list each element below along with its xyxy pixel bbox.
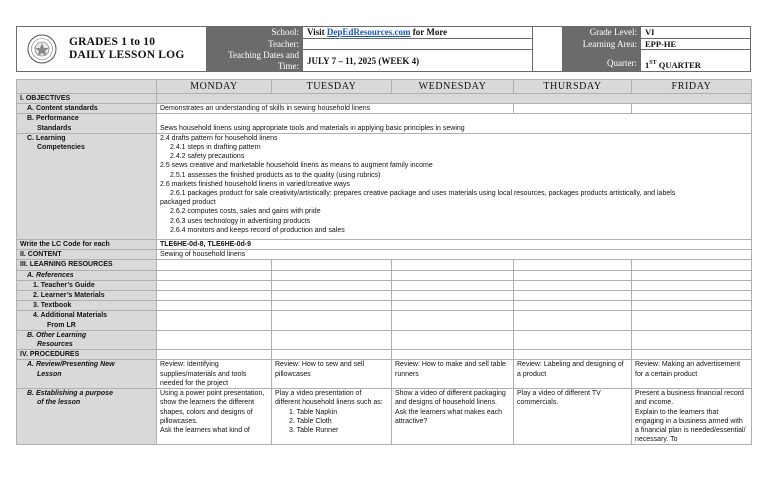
lc-code-row [17,240,752,250]
learning-area-value: EPP-HE [641,39,750,51]
empty-cell [514,270,632,280]
learners-materials-row [17,291,752,301]
empty-cell [272,260,392,270]
content-standards-row [17,104,752,114]
header-gap [533,27,563,71]
empty-cell [157,260,272,270]
comp-line: 2.6.2 computes costs, sales and gains with pride [170,208,321,216]
content-standards-value: Demonstrates an understanding of skills in sewing household linens [157,104,514,114]
perf-label-line1: B. Performance [27,115,79,123]
header-right-values [641,27,750,71]
day-monday: MONDAY [157,80,272,94]
other-line2: Resources [37,341,73,349]
am-line2: From LR [47,321,76,329]
label-quarter: Quarter: [607,58,637,68]
empty-cell [272,291,392,301]
review-friday: Review: Making an advertisement for a certain product [632,360,752,389]
content-standards-label: A. Content standards [17,104,157,114]
empty-cell [272,301,392,311]
teachers-guide-row [17,280,752,290]
procedures-row [17,350,752,360]
empty-cell [632,291,752,301]
lesson-log-header [16,26,751,72]
empty-cell [392,291,514,301]
textbook-row [17,301,752,311]
content-standards-thu [514,104,632,114]
empty-cell [392,311,514,330]
header-right-labels [563,27,641,71]
empty-cell [272,280,392,290]
title-line-1: GRADES 1 to 10 [69,35,156,48]
purpose-label-line2: of the lesson [37,399,81,407]
linens-list [275,408,388,436]
other-line1: B. Other Learning [27,331,87,339]
procedures-label: IV. PROCEDURES [17,350,157,360]
review-label-line1: A. Review/Presenting New [27,361,115,369]
purpose-friday-text: Present a business financial record and income. [635,390,744,407]
performance-standards-row [17,114,752,133]
empty-cell [392,260,514,270]
grade-level-value: VI [641,27,750,39]
corner-cell [17,80,157,94]
references-row [17,270,752,280]
empty-cell [157,301,272,311]
comp-line: 2.6 markets finished household linens in varied/creative ways [160,180,350,188]
empty-cell [392,280,514,290]
purpose-monday-text: Using a power point presentation, show the learners the different shapes, colors and designs of pillowcases. [160,390,265,425]
objectives-row [17,94,752,104]
objectives-section: I. OBJECTIVES [17,94,157,104]
label-learning-area: Learning Area: [563,39,641,51]
empty-cell [157,280,272,290]
content-standards-fri [632,104,752,114]
title-line-2: DAILY LESSON LOG [69,49,185,61]
empty-cell [632,311,752,330]
purpose-label [17,389,157,445]
purpose-row [17,389,752,445]
header-left-labels [207,27,303,71]
empty-cell [632,301,752,311]
content-row [17,250,752,260]
lc-code-value: TLE6HE-0d-8, TLE6HE-0d-9 [157,240,752,250]
additional-materials-row [17,311,752,330]
additional-materials-label [17,311,157,330]
purpose-label-line1: B. Establishing a purpose [27,390,113,398]
references-label: A. References [17,270,157,280]
purpose-thursday: Play a video of different TV commercials. [514,389,632,445]
day-thursday: THURSDAY [514,80,632,94]
logo-title-box [17,27,207,71]
empty-cell [392,330,514,349]
quarter-sup: ST [649,60,657,66]
empty-cell [632,330,752,349]
empty-cell [514,291,632,301]
list-item: 1. Table Napkin [289,408,338,416]
comp-label-line2: Competencies [37,144,85,152]
quarter-num: 1 [645,59,650,70]
learners-materials-label: 2. Learner’s Materials [17,291,157,301]
review-row [17,360,752,389]
purpose-monday-text-2: Ask the learners what kind of [160,426,250,434]
empty-cell [514,330,632,349]
list-item: 3. Table Runner [289,426,339,434]
daily-lesson-table [16,79,752,445]
purpose-tuesday [272,389,392,445]
comp-line: 2.4 drafts pattern for household linens [160,134,278,142]
quarter-value [641,50,750,72]
learning-competencies-value [157,133,752,239]
empty-cell [632,350,752,360]
empty-cell [157,330,272,349]
depedresources-link[interactable]: DepEdResources.com [326,27,411,37]
empty-cell [272,350,392,360]
perf-label-line2: Standards [37,124,72,132]
empty-cell [632,260,752,270]
teachers-guide-label: 1. Teacher’s Guide [17,280,157,290]
day-wednesday: WEDNESDAY [392,80,514,94]
comp-line: 2.5.1 assesses the finished products as to the quality (using rubrics) [170,171,381,179]
comp-line: 2.6.4 monitors and keeps record of production and sales [170,226,345,234]
header-title [69,36,184,63]
empty-cell [514,311,632,330]
empty-cell [272,311,392,330]
empty-cell [272,270,392,280]
comp-label-line1: C. Learning [27,134,66,142]
comp-line: 2.5 sews creative and marketable household linens as means to augment family income [160,162,433,170]
review-label [17,360,157,389]
label-dates [207,50,303,72]
quarter-word: QUARTER [656,59,701,70]
comp-line: packaged product [160,199,216,207]
day-tuesday: TUESDAY [272,80,392,94]
empty-cell [157,291,272,301]
label-dates-line1: Teaching Dates and [228,50,299,60]
performance-standards-value: Sews household linens using appropriate tools and materials in applying basic principles in sewing [157,114,752,133]
empty-cell [514,301,632,311]
comp-line: 2.6.1 packages product for sale creativity/artistically: prepares creative package and uses materials using local resources, packages products artistically, and labels [170,190,676,198]
review-tuesday: Review: How to sew and sell pillowcases [272,360,392,389]
label-teacher: Teacher: [207,39,303,51]
empty-cell [392,350,514,360]
empty-cell [157,311,272,330]
am-line1: 4. Additional Materials [33,312,108,320]
empty-cell [514,260,632,270]
empty-cell [392,301,514,311]
content-value: Sewing of household linens [157,250,752,260]
purpose-tuesday-intro: Play a video presentation of different household linens such as: [275,390,383,407]
school-value [303,27,532,39]
header-left-values [303,27,533,71]
learning-resources-label: III. LEARNING RESOURCES [17,260,157,270]
label-school: School: [207,27,303,39]
deped-seal-icon [27,34,57,64]
comp-line: 2.4.1 steps in drafting pattern [170,144,261,152]
purpose-wednesday-text-2: Ask the learners what makes each attractive? [395,408,502,425]
review-monday: Review: Identifying supplies/materials and tools needed for the project [157,360,272,389]
lc-code-label: Write the LC Code for each [17,240,157,250]
purpose-monday [157,389,272,445]
comp-line: 2.4.2 safety precautions [170,153,245,161]
day-friday: FRIDAY [632,80,752,94]
purpose-friday-text-2: Explain to the learners that engaging in a business armed with a financial plan is needed/essential/ necessary. To [635,408,746,444]
empty-cell [514,280,632,290]
review-label-line2: Lesson [37,370,62,378]
performance-standards-label [17,114,157,133]
dates-value: JULY 7 – 11, 2025 (WEEK 4) [307,56,420,66]
teacher-value [303,39,532,51]
learning-competencies-label [17,133,157,239]
day-header-row [17,80,752,94]
review-thursday: Review: Labeling and designing of a product [514,360,632,389]
school-suffix: for More [410,27,448,37]
list-item: 2. Table Cloth [289,417,332,425]
purpose-wednesday [392,389,514,445]
textbook-label: 3. Textbook [17,301,157,311]
other-resources-row [17,330,752,349]
content-label: II. CONTENT [17,250,157,260]
empty-cell [157,350,272,360]
school-prefix: Visit [307,27,327,37]
review-wednesday: Review: How to make and sell table runners [392,360,514,389]
empty-cell [392,270,514,280]
comp-line: 2.6.3 uses technology in advertising products [170,217,311,225]
empty-cell [514,350,632,360]
empty-cell [632,280,752,290]
empty-cell [157,270,272,280]
objectives-section-fill [157,94,752,104]
other-resources-label [17,330,157,349]
learning-competencies-row [17,133,752,239]
label-grade-level: Grade Level: [563,27,641,39]
empty-cell [632,270,752,280]
purpose-wednesday-text: Show a video of different packaging and designs of household linens. [395,390,506,407]
purpose-friday [632,389,752,445]
empty-cell [272,330,392,349]
learning-resources-row [17,260,752,270]
label-dates-line2: Time: [277,61,299,71]
